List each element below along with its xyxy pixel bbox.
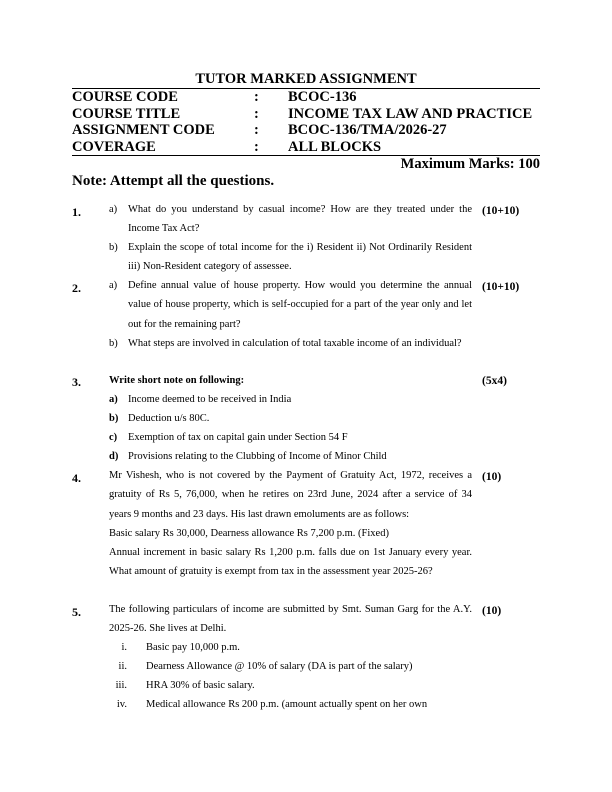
separator: : — [254, 138, 259, 155]
question-marks: (10+10) — [482, 281, 520, 293]
course-title-row — [72, 106, 540, 123]
list-label: i. — [121, 642, 127, 653]
sub-label: a) — [109, 204, 118, 215]
course-info-table — [72, 89, 540, 155]
course-title-value: INCOME TAX LAW AND PRACTICE — [288, 105, 533, 122]
list-label: d) — [109, 451, 119, 462]
course-title-label: COURSE TITLE — [72, 105, 181, 122]
list-item: HRA 30% of basic salary. — [146, 680, 255, 691]
list-item: Dearness Allowance @ 10% of salary (DA is part of the salary) — [146, 661, 413, 672]
list-label: c) — [109, 432, 118, 443]
question-number: 5. — [72, 605, 81, 619]
question-text: Annual increment in basic salary Rs 1,200 p.m. falls due on 1st January every year. What amount of gratuity is exempt from tax in the assessment year 2025-26? — [109, 547, 472, 578]
question-text: Explain the scope of total income for the i) Resident ii) Not Ordinarily Resident iii) Non-Resident category of assessee. — [128, 242, 472, 273]
separator: : — [254, 105, 259, 122]
list-label: a) — [109, 394, 118, 405]
list-item: Provisions relating to the Clubbing of Income of Minor Child — [128, 451, 387, 462]
instruction-note: Note: Attempt all the questions. — [72, 173, 275, 189]
question-text: What do you understand by casual income? How are they treated under the Income Tax Act? — [128, 204, 472, 235]
question-text: The following particulars of income are submitted by Smt. Suman Garg for the A.Y. 2025-26. She lives at Delhi. — [109, 604, 472, 635]
course-code-row — [72, 89, 540, 106]
maximum-marks: Maximum Marks: 100 — [400, 156, 540, 172]
sub-label: a) — [109, 280, 118, 291]
assignment-code-label: ASSIGNMENT CODE — [72, 122, 215, 138]
course-code-label: COURSE CODE — [72, 89, 178, 105]
assignment-code-row — [72, 122, 540, 139]
coverage-value: ALL BLOCKS — [288, 138, 382, 155]
coverage-label: COVERAGE — [72, 138, 156, 155]
question-heading: Write short note on following: — [109, 375, 245, 386]
question-text: Mr Vishesh, who is not covered by the Payment of Gratuity Act, 1972, receives a gratuity of Rs 5, 76,000, when he retires on 23rd June, 2024 after a service of 34 years 9 months and 23 days. His last drawn emoluments are as follows: — [109, 470, 472, 520]
list-item: Exemption of tax on capital gain under Section 54 F — [128, 432, 348, 443]
assignment-code-value: BCOC-136/TMA/2026-27 — [288, 122, 447, 138]
course-code-value: BCOC-136 — [288, 89, 357, 105]
question-marks: (10+10) — [482, 205, 520, 217]
question-marks: (10) — [482, 471, 502, 483]
list-label: ii. — [118, 661, 127, 672]
question-marks: (10) — [482, 605, 502, 617]
list-item: Basic pay 10,000 p.m. — [146, 642, 240, 653]
page-title: TUTOR MARKED ASSIGNMENT — [195, 71, 417, 87]
separator: : — [254, 122, 259, 138]
list-item: Income deemed to be received in India — [128, 394, 292, 405]
list-label: iii. — [115, 680, 127, 691]
question-number: 1. — [72, 205, 81, 219]
question-text: Define annual value of house property. How would you determine the annual value of house property, which is self-occupied for a part of the year only and let out for the remaining part? — [128, 280, 472, 330]
coverage-row — [72, 139, 540, 156]
question-number: 4. — [72, 471, 81, 485]
question-number: 3. — [72, 375, 81, 389]
question-marks: (5x4) — [482, 375, 507, 387]
sub-label: b) — [109, 242, 118, 253]
list-label: iv. — [116, 699, 127, 710]
separator: : — [254, 89, 259, 105]
list-item: Deduction u/s 80C. — [128, 413, 210, 424]
sub-label: b) — [109, 338, 118, 349]
list-label: b) — [109, 413, 119, 424]
list-item: Medical allowance Rs 200 p.m. (amount actually spent on her own — [146, 699, 428, 710]
question-number: 2. — [72, 281, 81, 295]
question-text: Basic salary Rs 30,000, Dearness allowance Rs 7,200 p.m. (Fixed) — [109, 528, 389, 539]
question-text: What steps are involved in calculation of total taxable income of an individual? — [128, 338, 462, 349]
